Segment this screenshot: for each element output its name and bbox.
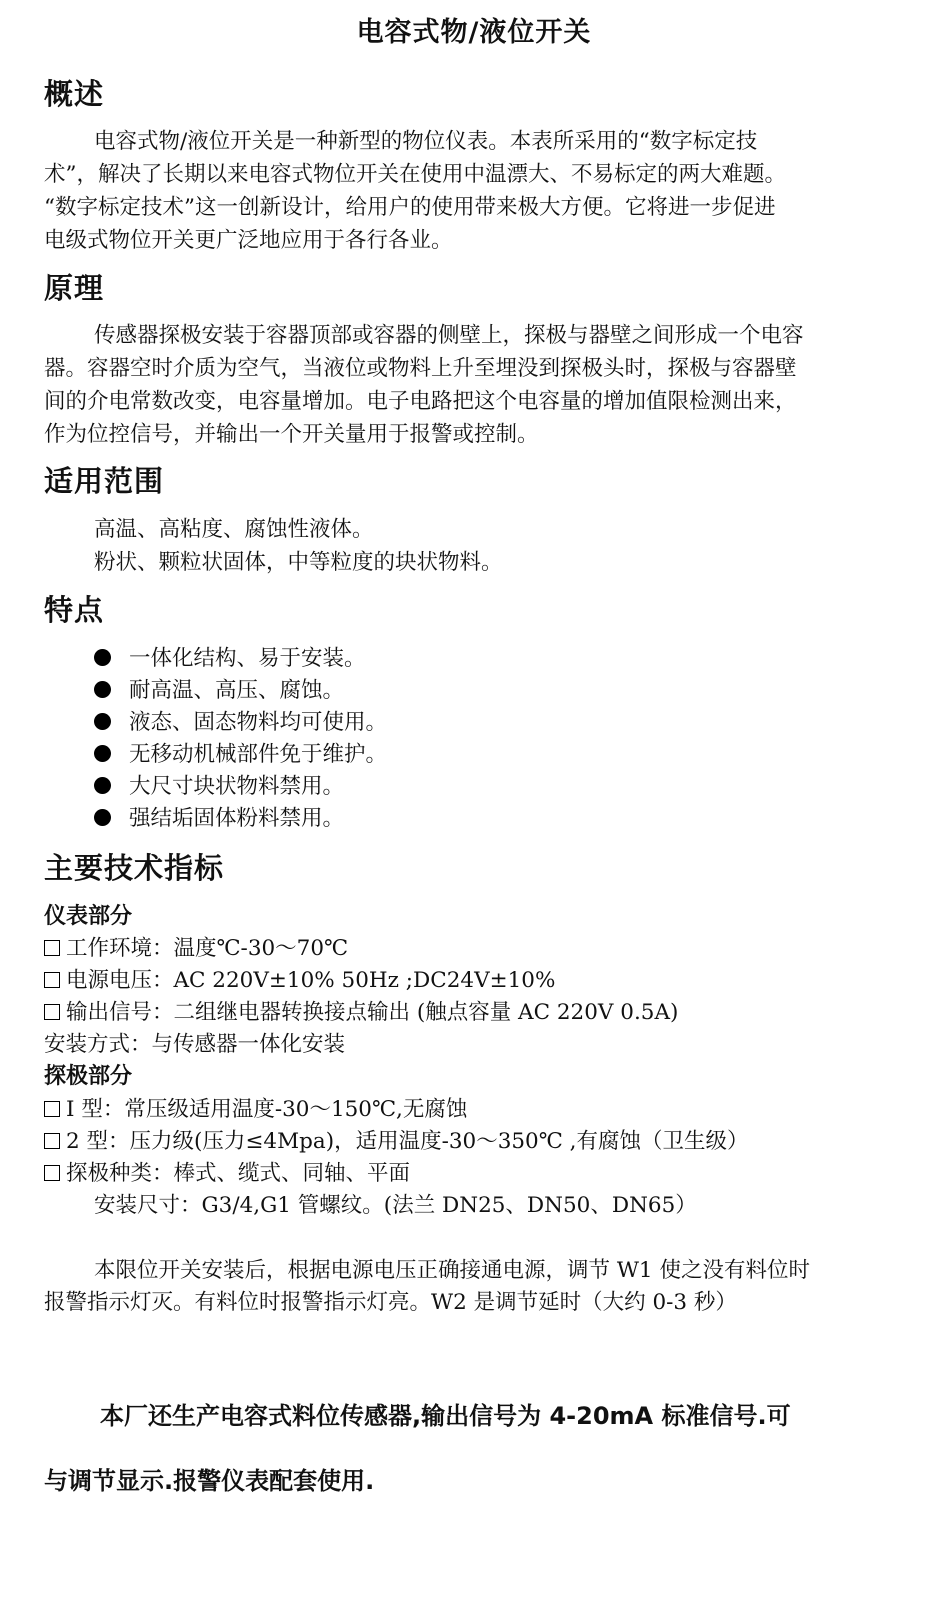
note-line: 报警指示灯灭。有料位时报警指示灯亮。W2 是调节延时（大约 0-3 秒） [44,1290,737,1315]
checkbox-icon [44,940,60,956]
spec-item: 工作环境：温度℃-30～70℃ [44,931,348,962]
principle-line: 传感器探极安装于容器顶部或容器的侧壁上，探极与器壁之间形成一个电容 [94,323,804,348]
checkbox-icon [44,1165,60,1181]
feature-item: 无移动机械部件免于维护。 [94,737,387,768]
scope-heading: 适用范围 [44,464,165,498]
bullet-icon [94,777,111,794]
checkbox-icon [44,972,60,988]
bullet-icon [94,649,111,666]
bullet-icon [94,681,111,698]
feature-item: 强结垢固体粉料禁用。 [94,801,344,832]
note-line: 本限位开关安装后，根据电源电压正确接通电源，调节 W1 使之没有料位时 [94,1258,810,1283]
spec-item: 2 型：压力级(压力≤4Mpa)，适用温度-30～350℃ ,有腐蚀（卫生级） [44,1124,748,1155]
feature-item: 一体化结构、易于安装。 [94,641,366,672]
spec-item: 输出信号：二组继电器转换接点输出 (触点容量 AC 220V 0.5A) [44,995,678,1026]
principle-line: 作为位控信号，并输出一个开关量用于报警或控制。 [44,422,539,447]
checkbox-icon [44,1101,60,1117]
overview-heading: 概述 [44,77,105,111]
scope-line: 粉状、颗粒状固体，中等粒度的块状物料。 [94,550,503,575]
bullet-icon [94,745,111,762]
footer-line: 与调节显示.报警仪表配套使用. [44,1467,375,1495]
probe-subheading: 探极部分 [44,1064,133,1089]
bullet-icon [94,713,111,730]
overview-line: “数字标定技术”这一创新设计，给用户的使用带来极大方便。它将进一步促进 [44,195,776,220]
document-title: 电容式物/液位开关 [356,17,592,48]
checkbox-icon [44,1004,60,1020]
spec-item: 电源电压：AC 220V±10% 50Hz ;DC24V±10% [44,963,555,994]
checkbox-icon [44,1133,60,1149]
overview-line: 术”，解决了长期以来电容式物位开关在使用中温漂大、不易标定的两大难题。 [44,162,786,187]
feature-item: 耐高温、高压、腐蚀。 [94,673,344,704]
spec-item: I 型：常压级适用温度-30～150℃,无腐蚀 [44,1092,467,1123]
overview-line: 电级式物位开关更广泛地应用于各行各业。 [44,228,453,253]
principle-line: 器。容器空时介质为空气，当液位或物料上升至埋没到探极头时，探极与容器壁 [44,356,797,381]
feature-item: 大尺寸块状物料禁用。 [94,769,344,800]
install-method: 安装方式：与传感器一体化安装 [44,1032,346,1057]
bullet-icon [94,809,111,826]
instrument-subheading: 仪表部分 [44,904,133,929]
scope-line: 高温、高粘度、腐蚀性液体。 [94,517,374,542]
feature-item: 液态、固态物料均可使用。 [94,705,387,736]
overview-line: 电容式物/液位开关是一种新型的物位仪表。本表所采用的“数字标定技 [94,129,758,154]
features-heading: 特点 [44,593,105,627]
footer-line: 本厂还生产电容式料位传感器,输出信号为 4-20mA 标准信号.可 [100,1402,791,1430]
principle-heading: 原理 [44,271,105,305]
install-size: 安装尺寸：G3/4,G1 管螺纹。(法兰 DN25、DN50、DN65） [94,1193,697,1218]
spec-item: 探极种类：棒式、缆式、同轴、平面 [44,1156,410,1187]
principle-line: 间的介电常数改变，电容量增加。电子电路把这个电容量的增加值限检测出来， [44,389,797,414]
specs-heading: 主要技术指标 [44,851,225,885]
